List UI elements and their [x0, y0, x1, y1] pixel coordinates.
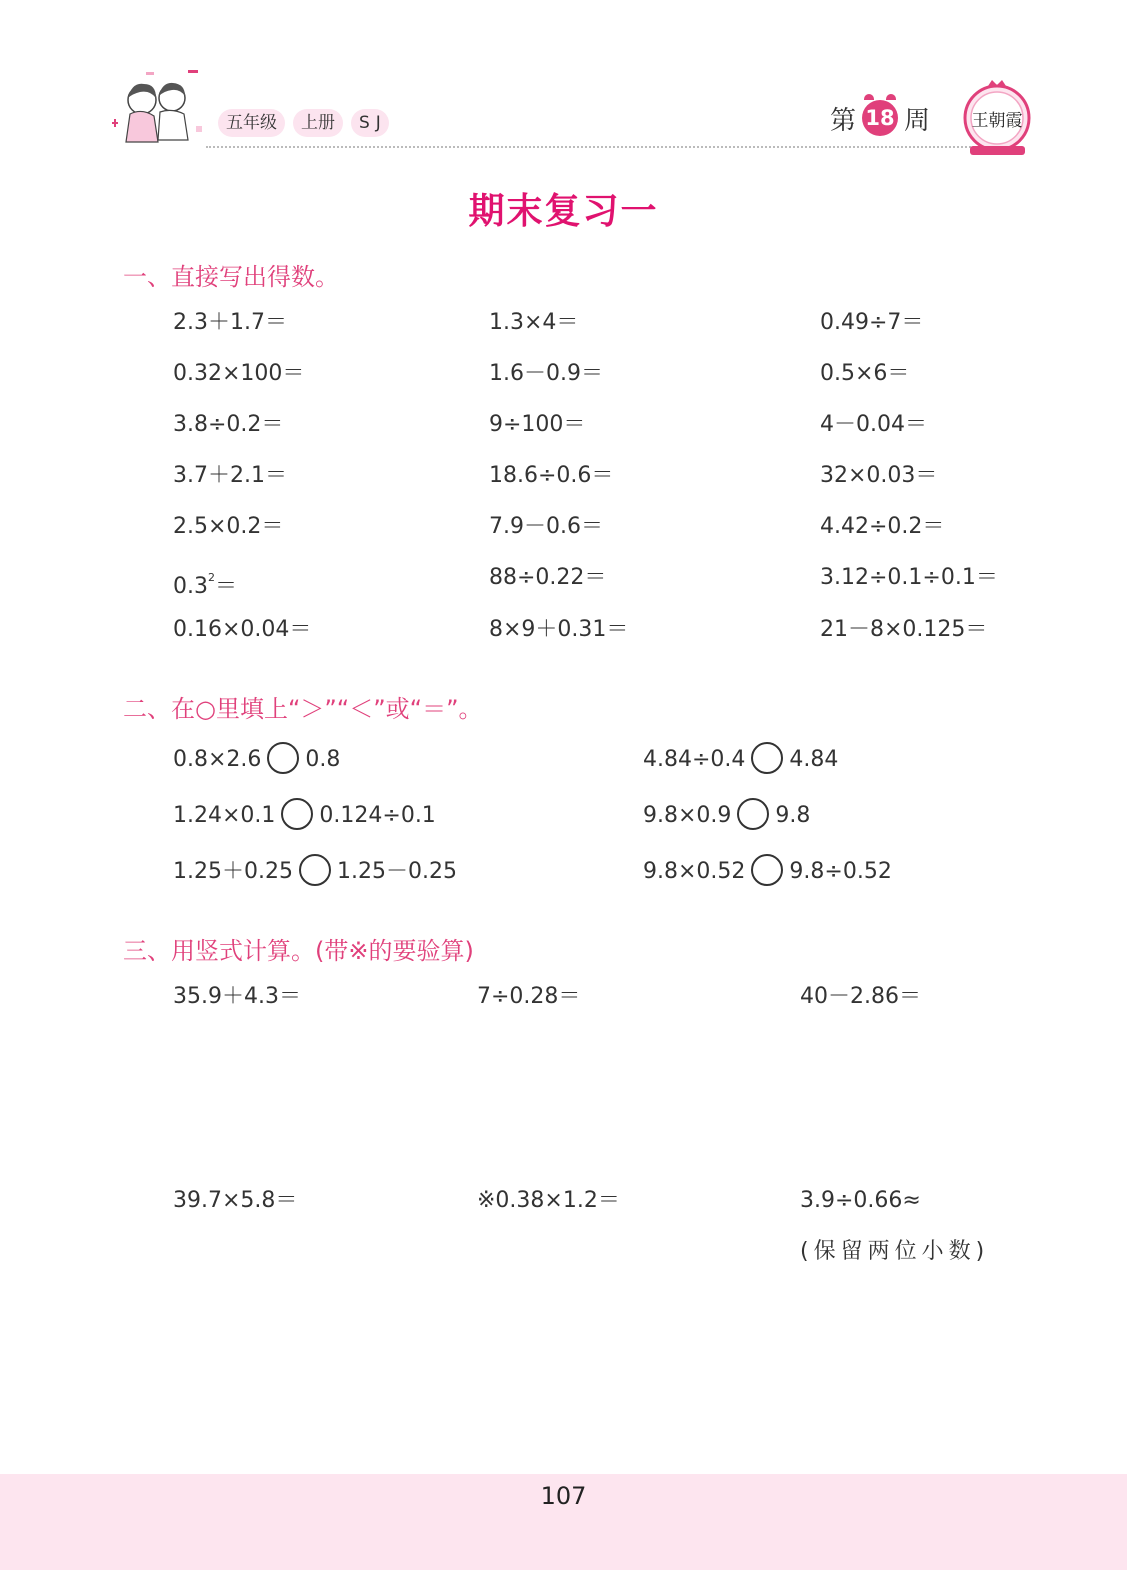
page-number: 107	[540, 1482, 587, 1510]
s1-r3-c1: 3.8÷0.2＝	[173, 412, 284, 437]
week-indicator	[830, 96, 930, 140]
compare-right-expr: 0.124÷0.1	[319, 803, 436, 828]
compare-left-expr: 4.84÷0.4	[643, 747, 746, 772]
book-info	[218, 109, 389, 137]
vertical-calc-5: ※0.38×1.2＝	[477, 1188, 620, 1213]
s1-r6-c1	[173, 563, 237, 602]
compare-row-1-right	[643, 744, 838, 776]
power-base: 0.3	[173, 574, 208, 599]
compare-row-3-left	[173, 856, 457, 888]
seal-text: 王朝霞	[971, 111, 1023, 131]
s1-r3-c2: 9÷100＝	[489, 412, 586, 437]
power-equals: ＝	[215, 574, 238, 599]
s1-r5-c1: 2.5×0.2＝	[173, 514, 284, 539]
answer-circle[interactable]	[267, 742, 299, 774]
section1-heading: 一、直接写出得数。	[123, 263, 339, 291]
page-header	[0, 0, 1127, 170]
s1-r7-c1: 0.16×0.04＝	[173, 617, 312, 642]
s1-r3-c3: 4－0.04＝	[820, 412, 927, 437]
s1-r4-c2: 18.6÷0.6＝	[489, 463, 614, 488]
s1-r7-c2: 8×9＋0.31＝	[489, 617, 629, 642]
volume-badge: 上册	[293, 109, 343, 137]
answer-circle[interactable]	[751, 854, 783, 886]
compare-right-expr: 4.84	[789, 747, 839, 772]
s1-r6-c3: 3.12÷0.1÷0.1＝	[820, 565, 998, 590]
compare-row-3-right	[643, 856, 892, 888]
compare-row-2-left	[173, 800, 436, 832]
week-suffix: 周	[904, 105, 931, 136]
week-number-badge: 18	[862, 100, 898, 136]
vertical-calc-3: 40－2.86＝	[800, 984, 921, 1009]
s1-r7-c3: 21－8×0.125＝	[820, 617, 988, 642]
vertical-calc-4: 39.7×5.8＝	[173, 1188, 298, 1213]
compare-right-expr: 9.8÷0.52	[789, 859, 892, 884]
section3-heading: 三、用竖式计算。(带※的要验算)	[123, 937, 474, 965]
vertical-calc-6: 3.9÷0.66≈	[800, 1188, 921, 1213]
s1-r2-c3: 0.5×6＝	[820, 361, 910, 386]
compare-row-1-left	[173, 744, 340, 776]
vertical-calc-1: 35.9＋4.3＝	[173, 984, 301, 1009]
s1-r2-c2: 1.6－0.9＝	[489, 361, 603, 386]
page-title: 期末复习一	[468, 191, 659, 232]
compare-row-2-right	[643, 800, 810, 832]
power-exponent: 2	[208, 571, 215, 584]
compare-left-expr: 1.24×0.1	[173, 803, 276, 828]
s1-r4-c3: 32×0.03＝	[820, 463, 938, 488]
page-footer	[0, 1474, 1127, 1570]
s1-r2-c1: 0.32×100＝	[173, 361, 305, 386]
compare-left-expr: 0.8×2.6	[173, 747, 262, 772]
author-seal-icon	[960, 80, 1035, 160]
answer-circle[interactable]	[281, 798, 313, 830]
s1-r4-c1: 3.7＋2.1＝	[173, 463, 287, 488]
s1-r5-c3: 4.42÷0.2＝	[820, 514, 945, 539]
rounding-note: (保留两位小数)	[800, 1239, 990, 1264]
answer-circle[interactable]	[737, 798, 769, 830]
compare-left-expr: 9.8×0.9	[643, 803, 732, 828]
kids-mascot-icon	[110, 70, 210, 155]
header-divider	[206, 146, 1006, 148]
compare-right-expr: 0.8	[305, 747, 341, 772]
edition-badge: SJ	[351, 109, 389, 137]
s1-r5-c2: 7.9－0.6＝	[489, 514, 603, 539]
compare-right-expr: 9.8	[775, 803, 811, 828]
grade-badge: 五年级	[218, 109, 285, 137]
week-prefix: 第	[830, 105, 857, 136]
s1-r1-c2: 1.3×4＝	[489, 310, 579, 335]
section2-heading: 二、在○里填上“＞”“＜”或“＝”。	[123, 695, 483, 723]
answer-circle[interactable]	[299, 854, 331, 886]
vertical-calc-2: 7÷0.28＝	[477, 984, 581, 1009]
s1-r6-c2: 88÷0.22＝	[489, 565, 607, 590]
compare-left-expr: 1.25＋0.25	[173, 859, 293, 884]
s1-r1-c3: 0.49÷7＝	[820, 310, 924, 335]
compare-right-expr: 1.25－0.25	[336, 859, 457, 884]
s1-r1-c1: 2.3＋1.7＝	[173, 310, 287, 335]
compare-left-expr: 9.8×0.52	[643, 859, 746, 884]
answer-circle[interactable]	[751, 742, 783, 774]
